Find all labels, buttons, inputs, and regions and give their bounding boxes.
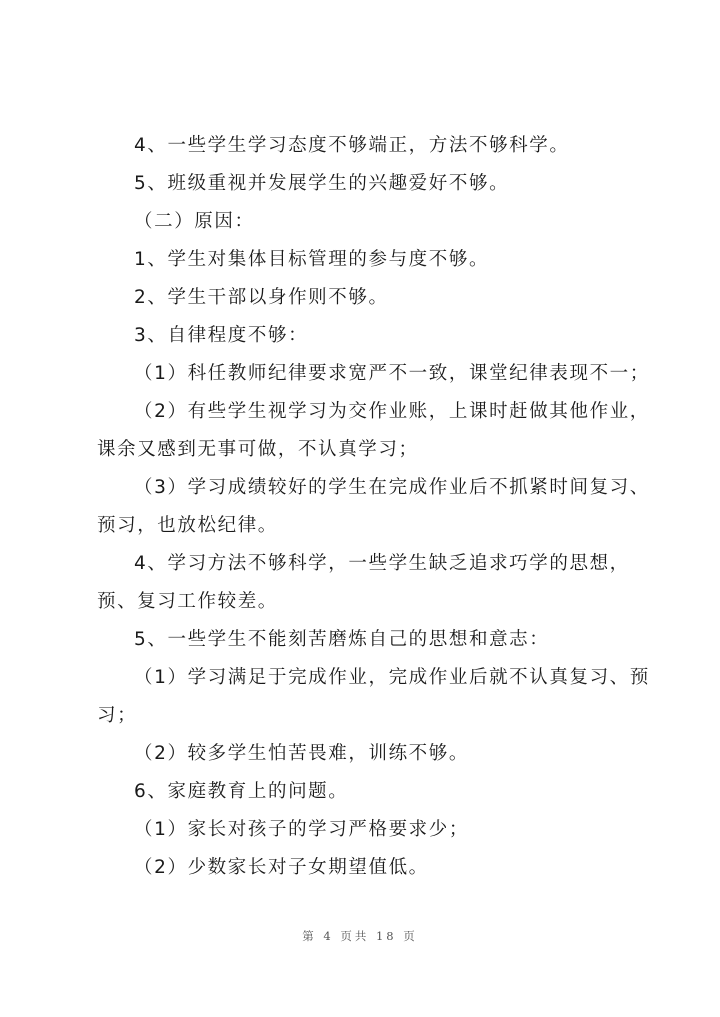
paragraph-line: 4、一些学生学习态度不够端正，方法不够科学。: [134, 135, 570, 156]
paragraph-line: （3）学习成绩较好的学生在完成作业后不抓紧时间复习、: [134, 477, 650, 498]
paragraph-line: 5、一些学生不能刻苦磨炼自己的思想和意志：: [134, 629, 550, 650]
paragraph-line: 预、复习工作较差。: [97, 591, 278, 612]
paragraph-line: （2）少数家长对子女期望值低。: [134, 857, 429, 878]
paragraph-line: 课余又感到无事可做，不认真学习；: [97, 439, 419, 460]
paragraph-line: 预习，也放松纪律。: [97, 515, 278, 536]
paragraph-line: （1）学习满足于完成作业，完成作业后就不认真复习、预: [134, 667, 650, 688]
paragraph-line: （1）科任教师纪律要求宽严不一致，课堂纪律表现不一；: [134, 363, 650, 384]
page-number-footer: 第 4 页共 18 页: [302, 929, 418, 943]
paragraph-line: 习；: [97, 705, 138, 726]
paragraph-line: 1、学生对集体目标管理的参与度不够。: [134, 249, 490, 270]
paragraph-line: 5、班级重视并发展学生的兴趣爱好不够。: [134, 173, 510, 194]
section-heading: （二）原因：: [134, 211, 255, 232]
paragraph-line: 6、家庭教育上的问题。: [134, 781, 349, 802]
paragraph-line: 4、学习方法不够科学，一些学生缺乏追求巧学的思想，: [134, 553, 630, 574]
paragraph-line: （2）较多学生怕苦畏难，训练不够。: [134, 743, 469, 764]
paragraph-line: 2、学生干部以身作则不够。: [134, 287, 389, 308]
paragraph-line: （2）有些学生视学习为交作业账，上课时赶做其他作业，: [134, 401, 650, 422]
paragraph-line: （1）家长对孩子的学习严格要求少；: [134, 819, 469, 840]
paragraph-line: 3、自律程度不够：: [134, 325, 309, 346]
